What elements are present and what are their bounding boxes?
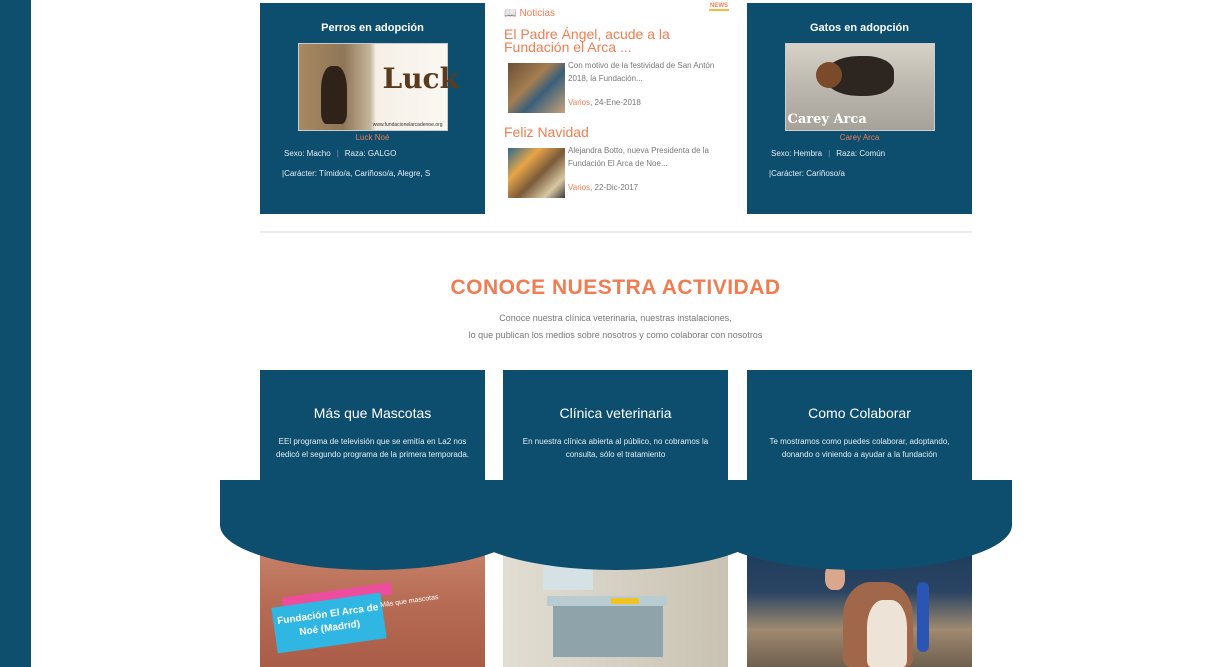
news-thumbnail[interactable] [508, 63, 565, 113]
news-item[interactable] [504, 148, 729, 202]
dog-white-patch [867, 600, 907, 667]
news-panel [504, 3, 729, 214]
leash-shape [917, 582, 929, 652]
activity-card-description: En nuestra clínica abierta al público, no cobramos la consulta, sólo el tratamiento [522, 437, 709, 459]
news-author[interactable]: Varios [568, 98, 591, 107]
activity-card-description: Te mostramos como puedes colaborar, adoptando, donando o viniendo a ayudar a la fundación [769, 437, 950, 459]
cat-character: Carácter: Cariñoso/a [771, 169, 845, 178]
news-badge: NEWS [710, 3, 728, 9]
news-meta [568, 98, 641, 107]
dog-photo[interactable] [298, 43, 459, 131]
book-icon: 📖 [504, 8, 517, 19]
dog-breed: Raza: GALGO [344, 149, 397, 158]
cat-breed: Raza: Común [836, 149, 886, 158]
tv-banner: Fundación El Arca de Noé (Madrid) [271, 593, 386, 654]
separator: | [828, 149, 831, 158]
dog-sex: Sexo: Macho [284, 149, 331, 158]
card-curve [707, 480, 1012, 570]
clinic-table-top [547, 596, 667, 606]
news-date: , 24-Ene-2018 [590, 98, 641, 107]
activity-card-description: EEl programa de televisión que se emitía en La2 nos dedicó el segundo programa de la primera temporada. [276, 437, 470, 459]
dogs-adoption-card[interactable] [260, 3, 485, 214]
dog-character: Carácter: Tímido/a, Cariñoso/a, Alegre, S [284, 169, 431, 178]
dog-name-link[interactable]: Luck Noé [355, 133, 390, 142]
cat-head [816, 62, 842, 88]
separator: | [769, 169, 772, 178]
dogs-card-title: Perros en adopción [321, 22, 424, 34]
cat-sex: Sexo: Hembra [771, 149, 823, 158]
news-item-title[interactable]: El Padre Ángel, acude a la Fundación el Arca ... [504, 26, 670, 55]
news-date: , 22-Dic-2017 [590, 183, 639, 192]
separator: | [282, 169, 285, 178]
cat-photo[interactable] [785, 43, 935, 131]
cat-character-row [747, 169, 947, 178]
activity-card-colaborar[interactable] [747, 370, 972, 667]
activity-section-subtitle: Conoce nuestra clínica veterinaria, nuestras instalaciones, [499, 313, 732, 323]
news-excerpt: Con motivo de la festividad de San Antón 2018, la Fundación... [568, 61, 715, 83]
news-label-text: Noticias [519, 8, 556, 19]
cats-card-title: Gatos en adopción [809, 22, 909, 34]
cat-photo-caption: Carey Arca [787, 112, 867, 127]
news-item-title[interactable]: Feliz Navidad [504, 124, 589, 140]
cats-adoption-card[interactable] [747, 3, 972, 214]
news-item[interactable] [504, 63, 729, 117]
section-divider [260, 231, 972, 233]
separator: | [336, 149, 339, 158]
news-meta [568, 183, 638, 192]
dog-photo-url: www.fundacionelarcadenoe.org [372, 122, 443, 128]
clinic-yellow-item [611, 598, 639, 604]
activity-card-clinica[interactable] [503, 370, 728, 667]
dog-attributes [260, 149, 485, 158]
cat-attributes [747, 149, 972, 158]
activity-card-mascotas[interactable] [260, 370, 485, 667]
news-excerpt: Alejandra Botto, nueva Presidenta de la Fundación El Arca de Noe... [568, 146, 709, 168]
dog-character-row [260, 169, 460, 178]
tv-banner-subtext: Más que mascotas [379, 593, 439, 610]
activity-card-title[interactable]: Clínica veterinaria [559, 405, 672, 421]
activity-section-subtitle: lo que publican los medios sobre nosotros y como colaborar con nosotros [468, 330, 763, 340]
news-thumbnail[interactable] [508, 148, 565, 198]
activity-section-title: CONOCE NUESTRA ACTIVIDAD [450, 276, 781, 299]
news-header [504, 3, 729, 21]
cat-name-link[interactable]: Carey Arca [839, 133, 880, 142]
dog-photo-caption: Luck [382, 62, 459, 95]
activity-card-title[interactable]: Más que Mascotas [313, 405, 432, 421]
news-label [504, 8, 555, 19]
dog-figure [321, 66, 347, 124]
news-author[interactable]: Varios [568, 183, 591, 192]
activity-card-title[interactable]: Como Colaborar [808, 405, 911, 421]
clinic-table [553, 602, 663, 657]
